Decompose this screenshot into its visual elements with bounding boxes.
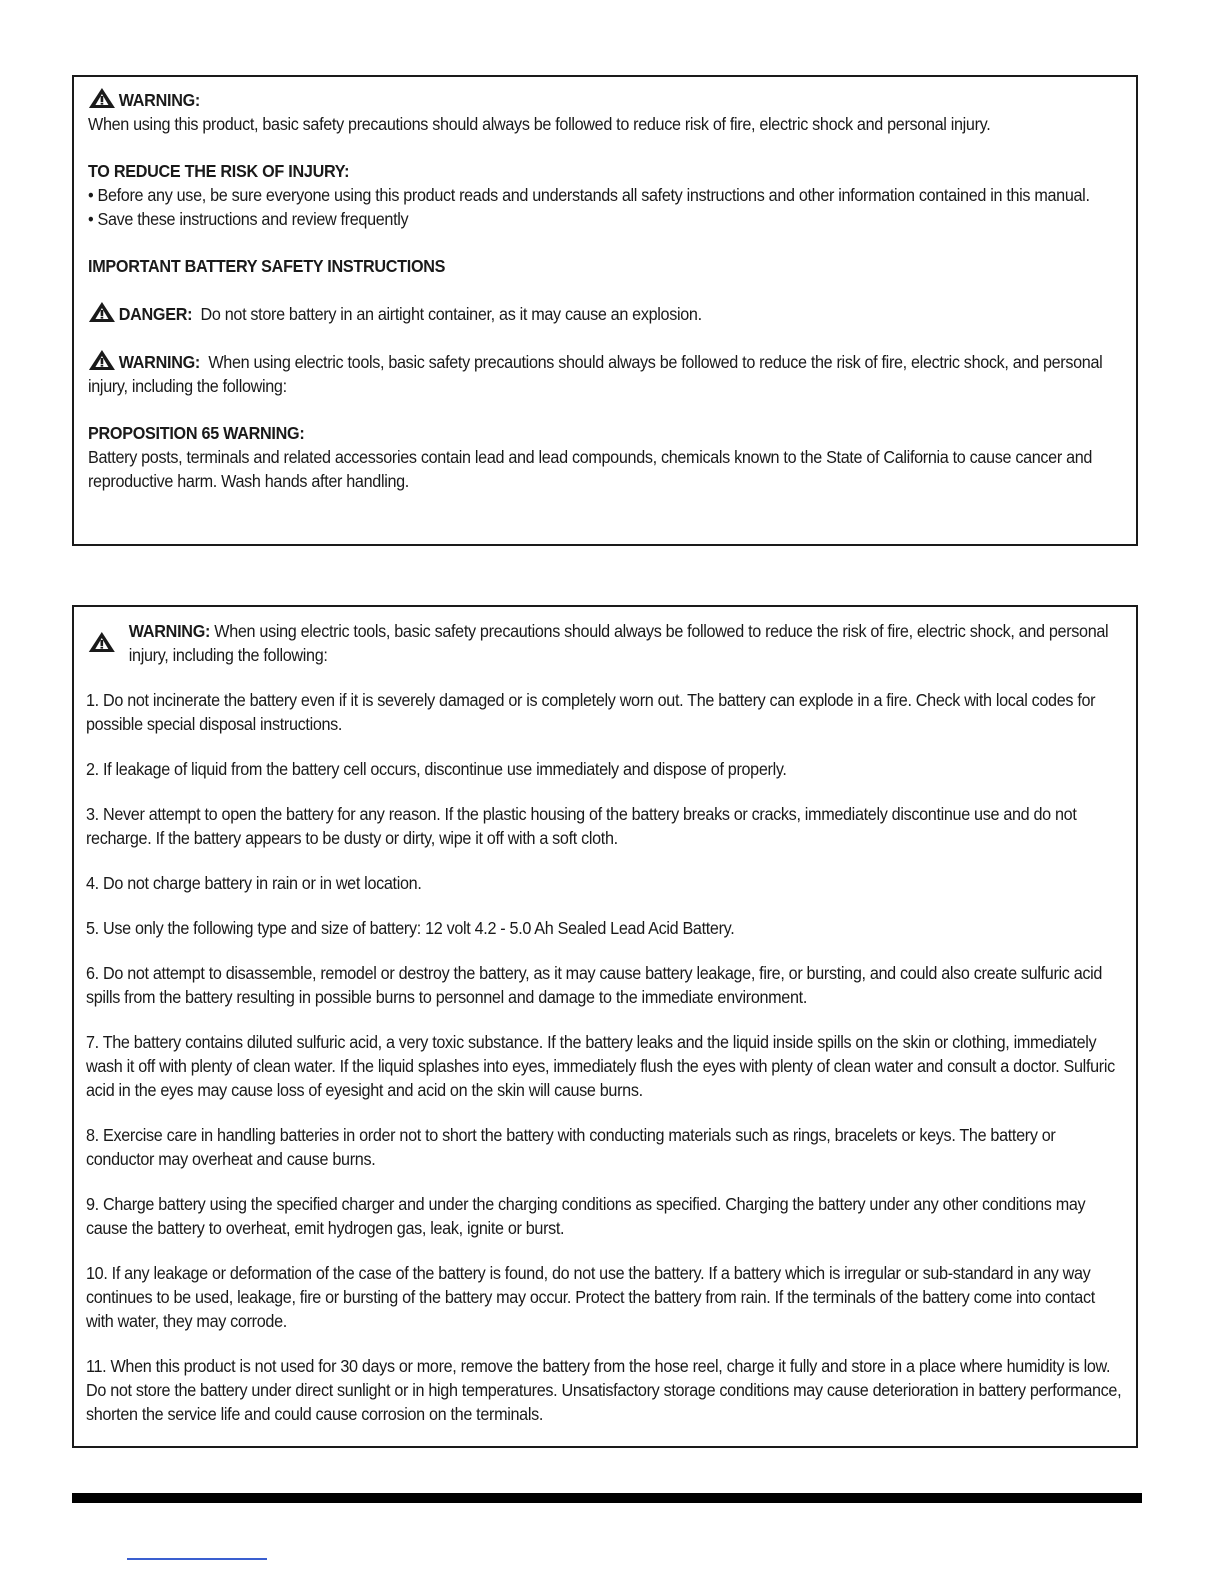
warning-triangle-icon [88, 631, 116, 653]
danger-text: Do not store battery in an airtight container, as it may cause an explosion. [200, 304, 702, 324]
electric-tools-warning [86, 619, 1126, 667]
battery-safety-heading: IMPORTANT BATTERY SAFETY INSTRUCTIONS [88, 256, 446, 276]
list-item: 4. Do not charge battery in rain or in wet location. [86, 873, 422, 893]
prop65-label: PROPOSITION 65 WARNING: [88, 423, 305, 443]
warning-triangle-icon [88, 301, 116, 323]
footer-rule [72, 1493, 1142, 1503]
link-underline [127, 1558, 267, 1560]
warning-label: WARNING: [118, 90, 201, 110]
warning-triangle-icon [88, 349, 116, 371]
list-item: 9. Charge battery using the specified charger and under the charging conditions as specified. Charging the battery under any other conditions may cause the battery to overheat, emit hydrogen gas, leak, ignite or burst. [86, 1194, 1086, 1238]
warning-text: When using this product, basic safety precautions should always be followed to reduce risk of fire, electric shock and personal injury. [88, 114, 991, 134]
warning-text: When using electric tools, basic safety precautions should always be followed to reduce the risk of fire, electric shock, and personal injury, including the following: [128, 621, 1109, 665]
danger-label: DANGER: [118, 304, 193, 324]
list-item: 7. The battery contains diluted sulfuric acid, a very toxic substance. If the battery leaks and the liquid inside spills on the skin or clothing, immediately wash it off with plenty of clean water. If the liquid splashes into eyes, immediately flush the eyes with plenty of clean water and consult a doctor. Sulfuric acid in the eyes may cause loss of eyesight and acid on the skin will cause burns. [86, 1032, 1115, 1100]
danger-notice [88, 301, 1128, 326]
general-warning [88, 87, 1128, 136]
warning-text: When using electric tools, basic safety precautions should always be followed to reduce the risk of fire, electric shock, and personal injury, including the following: [88, 352, 1103, 396]
list-item: 1. Do not incinerate the battery even if it is severely damaged or is completely worn out. The battery can explode in a fire. Check with local codes for possible special disposal instructions. [86, 690, 1096, 734]
safety-warning-box [72, 75, 1138, 546]
reduce-risk-heading: TO REDUCE THE RISK OF INJURY: [88, 161, 350, 181]
bullet-item: • Before any use, be sure everyone using this product reads and understands all safety instructions and other information contained in this manual. [88, 185, 1090, 205]
list-item: 10. If any leakage or deformation of the case of the battery is found, do not use the battery. If a battery which is irregular or sub-standard in any way continues to be used, leakage, fire or bursting of the battery may occur. Protect the battery from rain. If the terminals of the battery come into contact with water, they may corrode. [86, 1263, 1095, 1331]
safety-warning-content [88, 87, 1128, 493]
battery-instructions-box [72, 605, 1138, 1448]
warning-label: WARNING: [118, 352, 201, 372]
warning-triangle-icon [88, 87, 116, 109]
battery-instructions-content [86, 619, 1126, 1426]
list-item: 6. Do not attempt to disassemble, remodel or destroy the battery, as it may cause battery leakage, fire, or bursting, and could also create sulfuric acid spills from the battery resulting in possible burns to personnel and damage to the immediate environment. [86, 963, 1103, 1007]
list-item: 5. Use only the following type and size of battery: 12 volt 4.2 - 5.0 Ah Sealed Lead Acid Battery. [86, 918, 735, 938]
list-item: 11. When this product is not used for 30 days or more, remove the battery from the hose reel, charge it fully and store in a place where humidity is low. Do not store the battery under direct sunlight or in high temperatures. Unsatisfactory storage conditions may cause deterioration in battery performance, shorten the service life and could cause corrosion on the terminals. [86, 1356, 1122, 1424]
electric-tools-warning [88, 349, 1128, 398]
bullet-item: • Save these instructions and review frequently [88, 209, 409, 229]
prop65-text: Battery posts, terminals and related accessories contain lead and lead compounds, chemicals known to the State of California to cause cancer and reproductive harm. Wash hands after handling. [88, 447, 1093, 491]
list-item: 2. If leakage of liquid from the battery cell occurs, discontinue use immediately and dispose of properly. [86, 759, 787, 779]
reduce-risk-section [88, 159, 1128, 231]
proposition-65-warning [88, 421, 1128, 493]
list-item: 3. Never attempt to open the battery for any reason. If the plastic housing of the battery breaks or cracks, immediately discontinue use and do not recharge. If the battery appears to be dusty or dirty, wipe it off with a soft cloth. [86, 804, 1077, 848]
list-item: 8. Exercise care in handling batteries in order not to short the battery with conducting materials such as rings, bracelets or keys. The battery or conductor may overheat and cause burns. [86, 1125, 1056, 1169]
warning-label: WARNING: [128, 621, 211, 641]
